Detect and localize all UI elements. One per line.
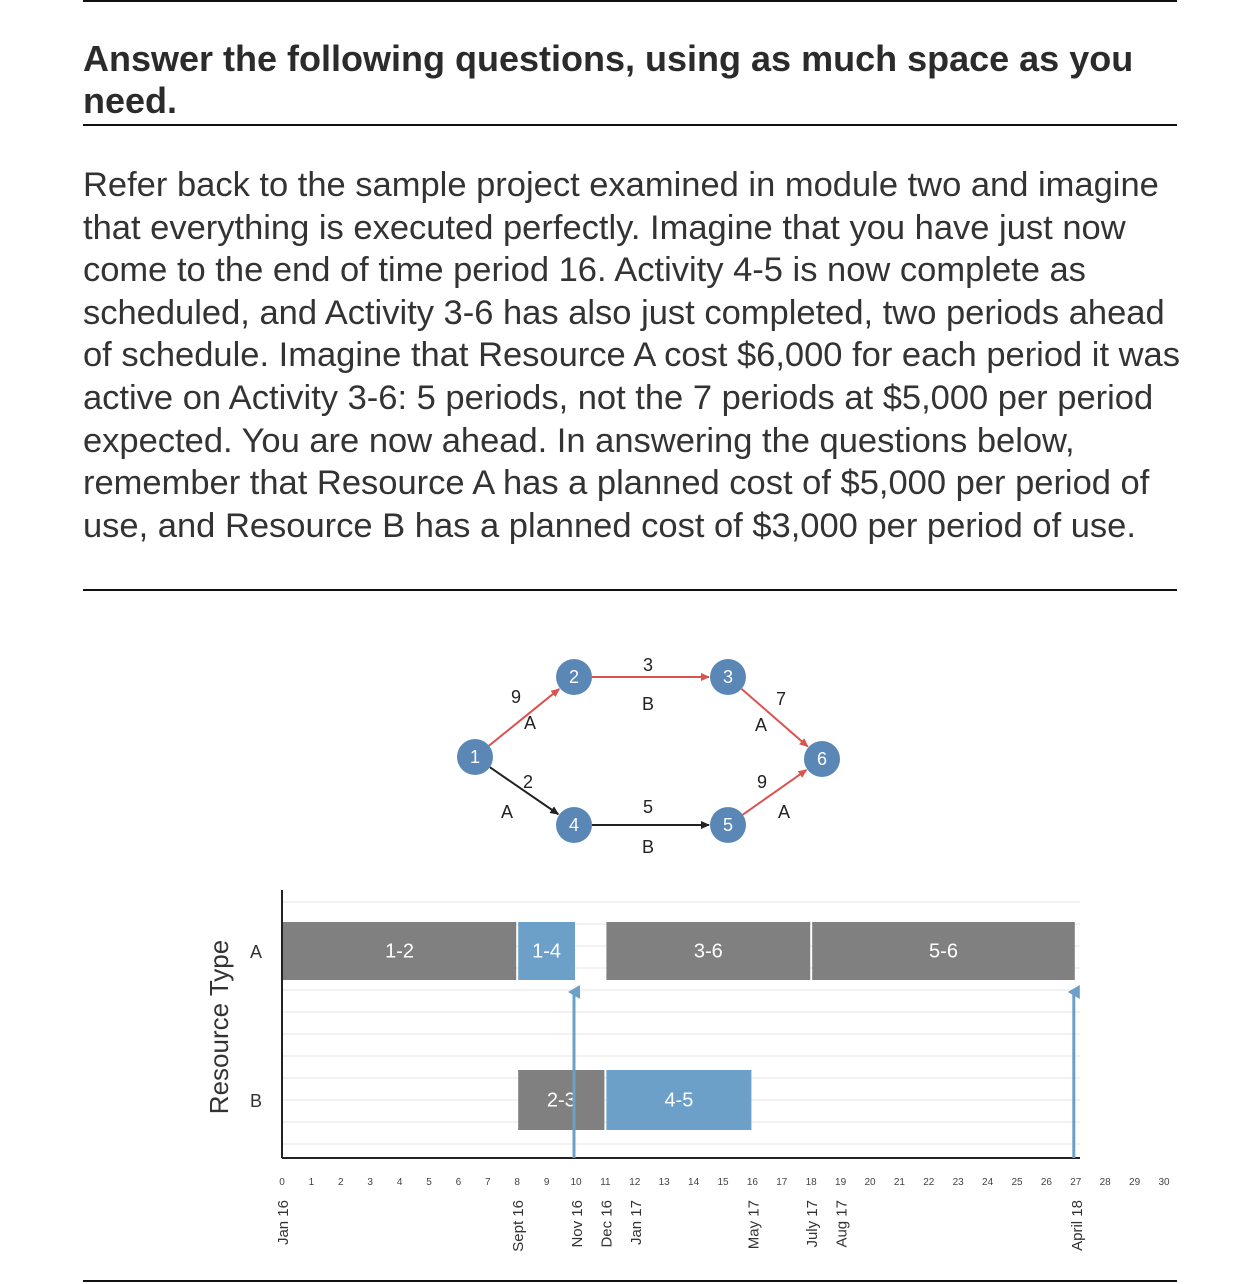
heading-rule xyxy=(83,124,1177,126)
edge-2-3-duration: 3 xyxy=(642,654,654,675)
edge-1-4-duration: 2 xyxy=(522,771,534,792)
x-tick-label: 28 xyxy=(1099,1177,1111,1188)
x-tick-label: 0 xyxy=(279,1177,285,1188)
edge-3-6-duration: 7 xyxy=(775,688,787,709)
bottom-rule xyxy=(83,1280,1177,1282)
x-tick-label: 8 xyxy=(514,1177,520,1188)
gantt-y-axis-label: Resource Type xyxy=(204,939,234,1115)
x-tick-label: 18 xyxy=(805,1177,817,1188)
node-6-label: 6 xyxy=(816,748,828,769)
x-tick-label: 4 xyxy=(396,1177,403,1188)
network-diagram xyxy=(457,655,840,857)
x-tick-label: 7 xyxy=(485,1177,491,1188)
date-label: Aug 17 xyxy=(833,1200,851,1248)
date-label: Sept 16 xyxy=(510,1200,528,1252)
x-tick-label: 16 xyxy=(746,1177,758,1188)
node-4-label: 4 xyxy=(568,814,580,835)
edge-1-4-resource: A xyxy=(500,801,514,822)
x-tick-label: 11 xyxy=(600,1177,611,1188)
row-label-A: A xyxy=(249,941,263,962)
edge-5-6-duration: 9 xyxy=(756,771,768,792)
x-tick-label: 3 xyxy=(367,1177,373,1188)
x-tick-label: 24 xyxy=(982,1177,994,1188)
x-tick-label: 5 xyxy=(426,1177,432,1188)
x-tick-label: 25 xyxy=(1011,1177,1023,1188)
x-tick-label: 22 xyxy=(923,1177,935,1188)
project-figure xyxy=(190,640,1170,1270)
edge-1-2-duration: 9 xyxy=(510,686,522,707)
x-tick-label: 14 xyxy=(688,1177,700,1188)
question-heading: Answer the following questions, using as much space as you need. xyxy=(83,38,1134,121)
bar-label-4-5: 4-5 xyxy=(664,1089,694,1112)
x-tick-label: 9 xyxy=(543,1177,550,1188)
date-label: Jan 16 xyxy=(275,1200,292,1246)
bar-label-3-6: 3-6 xyxy=(693,940,723,963)
x-tick-label: 30 xyxy=(1158,1177,1170,1188)
x-tick-label: 19 xyxy=(835,1177,847,1188)
date-label: April 18 xyxy=(1068,1200,1086,1251)
node-3-label: 3 xyxy=(722,666,734,687)
x-tick-label: 6 xyxy=(455,1177,462,1188)
bar-label-2-3: 2-3 xyxy=(546,1089,576,1112)
x-tick-label: 15 xyxy=(717,1177,729,1188)
edge-1-2-resource: A xyxy=(523,712,537,733)
date-label: Nov 16 xyxy=(569,1200,586,1248)
paragraph-rule xyxy=(83,589,1177,591)
x-tick-label: 2 xyxy=(338,1177,344,1188)
x-tick-label: 20 xyxy=(864,1177,876,1188)
top-rule xyxy=(83,0,1177,2)
x-tick-label: 27 xyxy=(1070,1177,1082,1188)
date-label: Dec 16 xyxy=(598,1200,616,1248)
edge-2-3-resource: B xyxy=(641,693,655,714)
date-label: Jan 17 xyxy=(627,1200,645,1246)
edge-3-6 xyxy=(742,689,808,747)
x-tick-label: 17 xyxy=(776,1177,788,1188)
row-label-B: B xyxy=(249,1090,263,1111)
x-tick-label: 10 xyxy=(570,1177,582,1188)
x-tick-label: 23 xyxy=(952,1177,964,1188)
node-1-label: 1 xyxy=(469,746,481,767)
edge-5-6 xyxy=(743,770,807,815)
edge-4-5-resource: B xyxy=(641,836,655,857)
question-paragraph: Refer back to the sample project examined in module two and imagine that everything is executed perfectly. Imagine that you have just now come to the end of time period 16. Activity 4-5 is now complete as scheduled, and Activity 3-6 has also just completed, two periods ahead of schedule. Imagine that Resource A cost $6,000 for each period it was active on Activity 3-6: 5 periods, not the 7 periods at $5,000 per period expected. You are now ahead. In answering the questions below, remember that Resource A has a planned cost of $5,000 per period of use, and Resource B has a planned cost of $3,000 per period of use. xyxy=(83,166,1180,545)
date-label: July 17 xyxy=(804,1200,822,1248)
edge-3-6-resource: A xyxy=(754,714,768,735)
x-tick-label: 1 xyxy=(308,1177,315,1188)
date-label: May 17 xyxy=(745,1200,763,1250)
edge-4-5-duration: 5 xyxy=(642,796,654,817)
node-5-label: 5 xyxy=(722,814,734,835)
x-tick-label: 29 xyxy=(1129,1177,1141,1188)
gantt-chart xyxy=(204,890,1170,1252)
x-tick-label: 26 xyxy=(1040,1177,1052,1188)
edge-5-6-resource: A xyxy=(777,801,791,822)
x-tick-label: 12 xyxy=(629,1177,641,1188)
node-2-label: 2 xyxy=(568,666,580,687)
bar-label-1-4: 1-4 xyxy=(532,940,562,963)
bar-label-1-2: 1-2 xyxy=(385,940,415,963)
x-tick-label: 13 xyxy=(658,1177,670,1188)
bar-label-5-6: 5-6 xyxy=(929,940,958,963)
x-tick-label: 21 xyxy=(893,1177,905,1188)
